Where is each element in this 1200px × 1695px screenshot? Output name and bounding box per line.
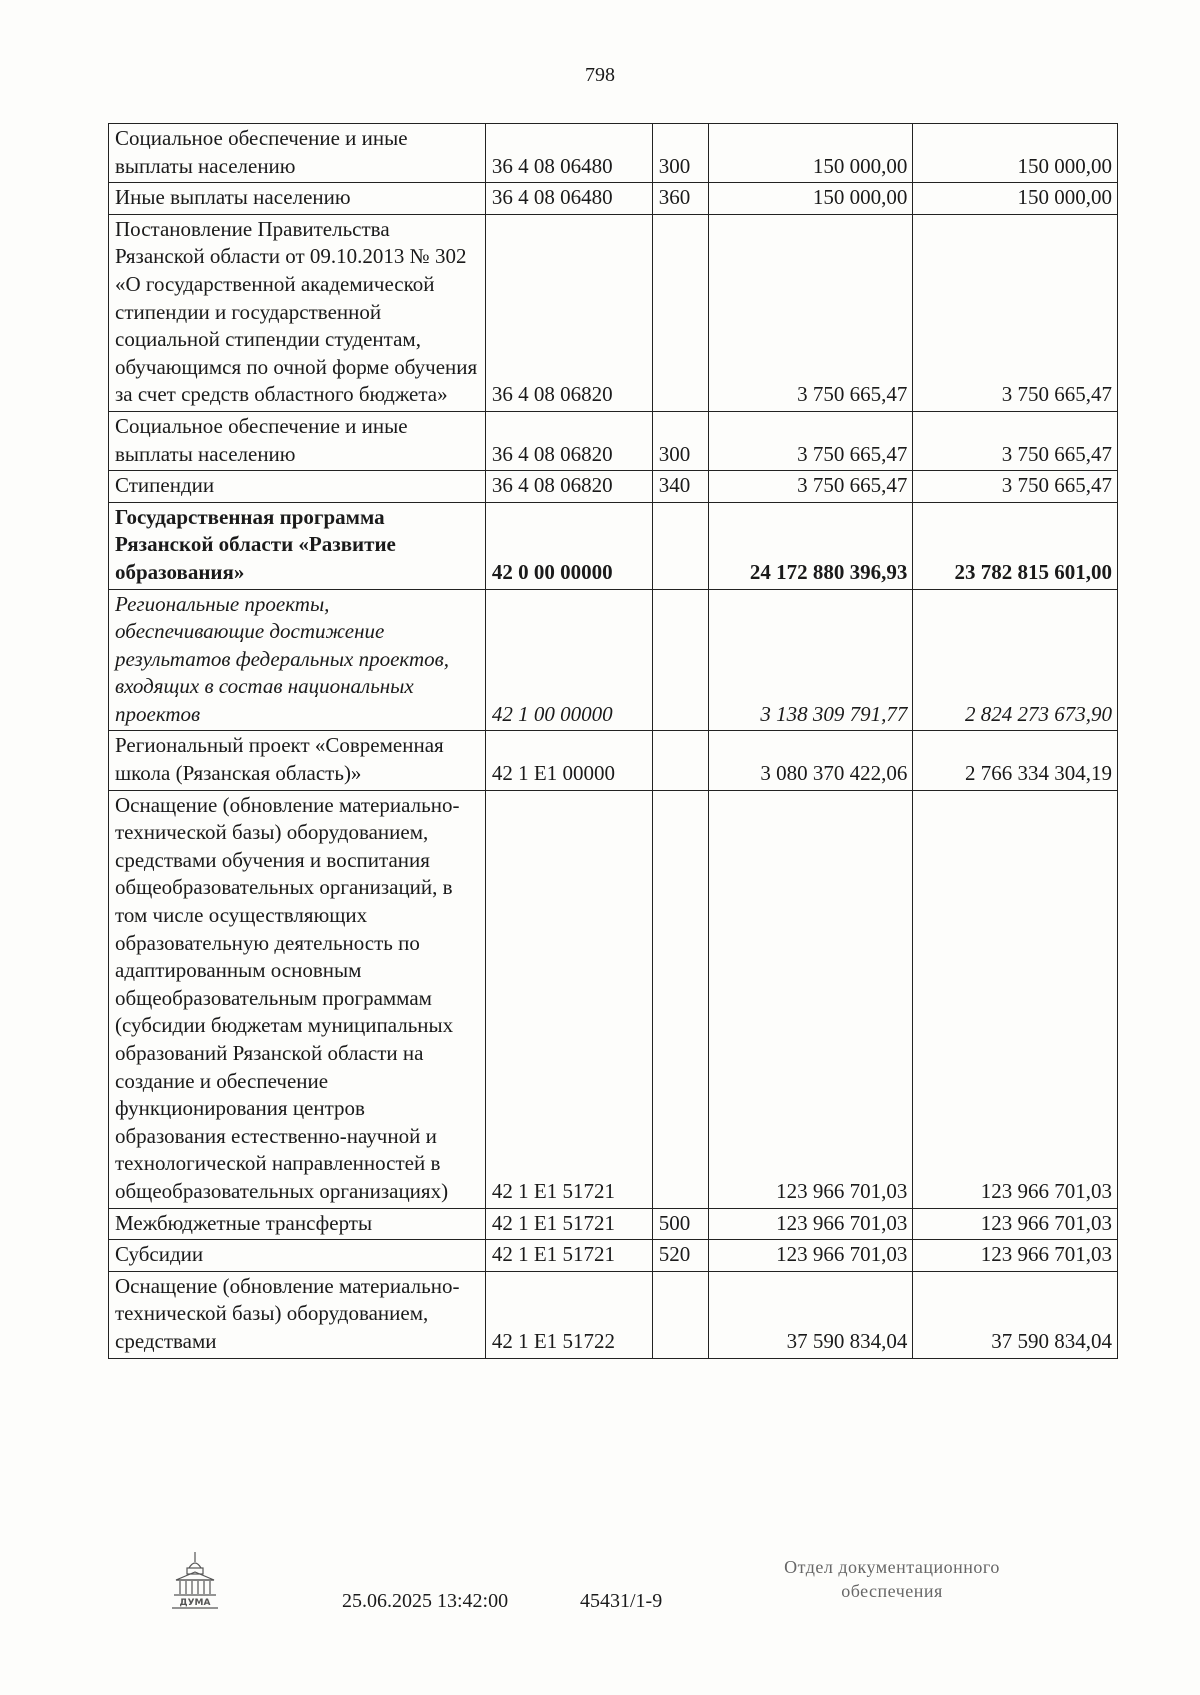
row-expense-type: 300 — [652, 124, 708, 183]
row-sum-year-1: 3 080 370 422,06 — [708, 731, 913, 790]
row-sum-year-2: 3 750 665,47 — [913, 471, 1118, 503]
row-sum-year-1: 123 966 701,03 — [708, 1240, 913, 1272]
row-code: 42 1 E1 51721 — [485, 1208, 652, 1240]
row-name: Стипендии — [109, 471, 486, 503]
row-name: Социальное обеспечение и иные выплаты населению — [109, 124, 486, 183]
row-sum-year-1: 37 590 834,04 — [708, 1271, 913, 1358]
table-row — [109, 183, 1118, 215]
row-sum-year-2: 150 000,00 — [913, 124, 1118, 183]
row-sum-year-2: 123 966 701,03 — [913, 790, 1118, 1208]
row-expense-type — [652, 1271, 708, 1358]
row-sum-year-1: 3 750 665,47 — [708, 471, 913, 503]
row-expense-type — [652, 731, 708, 790]
duma-logo-text: ДУМА — [179, 1598, 211, 1608]
row-expense-type: 520 — [652, 1240, 708, 1272]
table-row — [109, 1240, 1118, 1272]
row-name: Региональные проекты, обеспечивающие достижение результатов федеральных проектов, входящих в состав национальных проектов — [109, 589, 486, 731]
table-row — [109, 124, 1118, 183]
row-code: 42 0 00 00000 — [485, 502, 652, 589]
duma-logo-svg — [170, 1550, 220, 1612]
row-sum-year-2: 150 000,00 — [913, 183, 1118, 215]
row-name: Региональный проект «Современная школа (Рязанская область)» — [109, 731, 486, 790]
table-row — [109, 471, 1118, 503]
row-sum-year-1: 24 172 880 396,93 — [708, 502, 913, 589]
table-row-program — [109, 502, 1118, 589]
row-code: 42 1 E1 51722 — [485, 1271, 652, 1358]
table-row — [109, 214, 1118, 411]
row-sum-year-2: 23 782 815 601,00 — [913, 502, 1118, 589]
row-sum-year-1: 123 966 701,03 — [708, 790, 913, 1208]
row-sum-year-1: 3 750 665,47 — [708, 411, 913, 470]
row-sum-year-2: 3 750 665,47 — [913, 411, 1118, 470]
row-expense-type — [652, 790, 708, 1208]
row-code: 36 4 08 06820 — [485, 471, 652, 503]
row-code: 42 1 E1 51721 — [485, 790, 652, 1208]
row-code: 36 4 08 06820 — [485, 214, 652, 411]
row-sum-year-2: 37 590 834,04 — [913, 1271, 1118, 1358]
row-expense-type — [652, 502, 708, 589]
row-sum-year-1: 123 966 701,03 — [708, 1208, 913, 1240]
table-row — [109, 731, 1118, 790]
row-expense-type: 300 — [652, 411, 708, 470]
row-sum-year-2: 2 824 273 673,90 — [913, 589, 1118, 731]
row-sum-year-2: 123 966 701,03 — [913, 1208, 1118, 1240]
row-code: 42 1 E1 00000 — [485, 731, 652, 790]
footer-datetime: 25.06.2025 13:42:00 — [342, 1590, 509, 1612]
table-row-subprogram — [109, 589, 1118, 731]
row-name: Государственная программа Рязанской области «Развитие образования» — [109, 502, 486, 589]
table-row — [109, 411, 1118, 470]
row-sum-year-1: 3 750 665,47 — [708, 214, 913, 411]
row-name: Оснащение (обновление материально-технической базы) оборудованием, средствами обучения и воспитания общеобразовательных организаций, в том числе осуществляющих образовательную деятельность по адаптированным основным общеобразовательным программам (субсидии бюджетам муниципальных образований Рязанской области на создание и обеспечение функционирования центров образования естественно-научной и технологической направленностей в общеобразовательных организациях) — [109, 790, 486, 1208]
row-name: Межбюджетные трансферты — [109, 1208, 486, 1240]
table-row — [109, 790, 1118, 1208]
row-code: 42 1 00 00000 — [485, 589, 652, 731]
page-number: 798 — [585, 64, 615, 86]
row-code: 36 4 08 06820 — [485, 411, 652, 470]
row-expense-type: 340 — [652, 471, 708, 503]
row-sum-year-1: 3 138 309 791,77 — [708, 589, 913, 731]
department-stamp — [742, 1555, 1042, 1603]
row-sum-year-2: 2 766 334 304,19 — [913, 731, 1118, 790]
stamp-line-2: обеспечения — [841, 1581, 943, 1601]
table-row — [109, 1208, 1118, 1240]
row-name: Социальное обеспечение и иные выплаты населению — [109, 411, 486, 470]
budget-table — [108, 123, 1118, 1359]
row-sum-year-1: 150 000,00 — [708, 183, 913, 215]
row-name: Постановление Правительства Рязанской области от 09.10.2013 № 302 «О государственной академической стипендии и государственной социальной стипендии студентам, обучающимся по очной форме обучения за счет средств областного бюджета» — [109, 214, 486, 411]
row-code: 42 1 E1 51721 — [485, 1240, 652, 1272]
row-name: Субсидии — [109, 1240, 486, 1272]
row-sum-year-2: 3 750 665,47 — [913, 214, 1118, 411]
row-code: 36 4 08 06480 — [485, 124, 652, 183]
row-code: 36 4 08 06480 — [485, 183, 652, 215]
row-expense-type — [652, 589, 708, 731]
row-sum-year-1: 150 000,00 — [708, 124, 913, 183]
row-sum-year-2: 123 966 701,03 — [913, 1240, 1118, 1272]
stamp-line-1: Отдел документационного — [784, 1557, 1000, 1577]
row-expense-type: 500 — [652, 1208, 708, 1240]
row-name: Иные выплаты населению — [109, 183, 486, 215]
row-expense-type — [652, 214, 708, 411]
table-row — [109, 1271, 1118, 1358]
duma-building-icon — [170, 1550, 220, 1612]
row-expense-type: 360 — [652, 183, 708, 215]
row-name: Оснащение (обновление материально-технической базы) оборудованием, средствами — [109, 1271, 486, 1358]
footer-document-number: 45431/1-9 — [580, 1590, 663, 1612]
